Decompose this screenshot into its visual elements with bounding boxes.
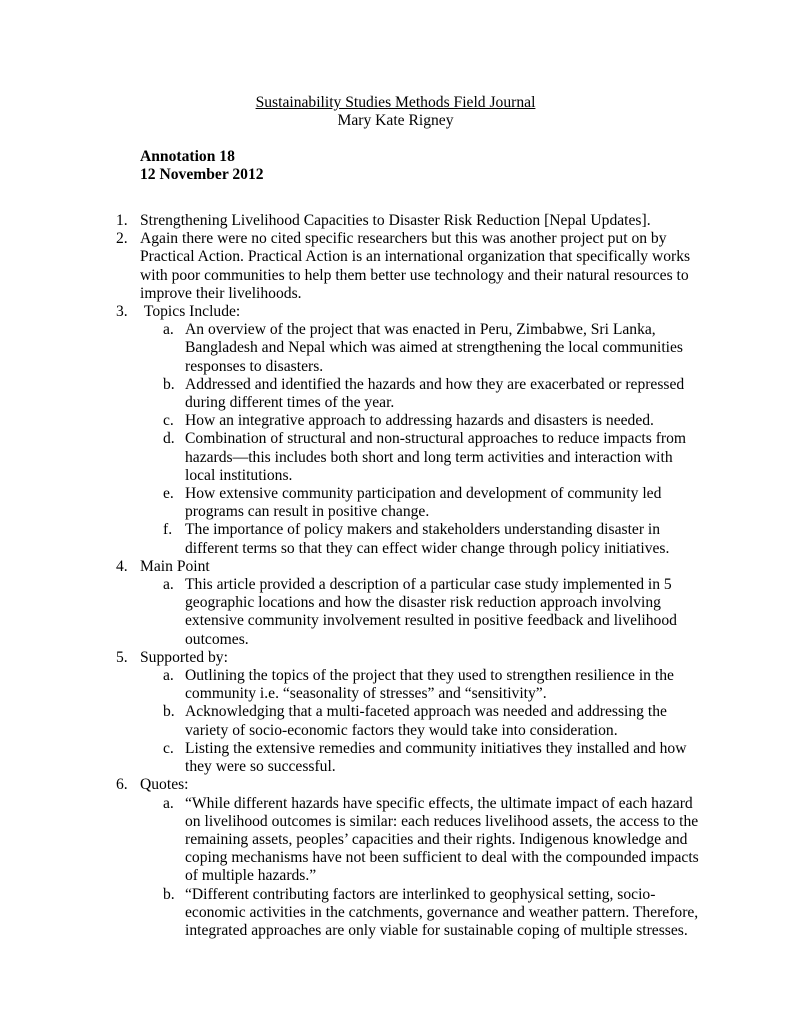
list-item-text: Topics Include: xyxy=(140,303,241,321)
sub-list-item-text: This article provided a description of a particular case study implemented in 5 geographic locations and how the disaster risk reduction approach involving extensive community involvement resulted in positive feedback and livelihood outcomes. xyxy=(185,576,677,648)
sub-list-item-text: Outlining the topics of the project that they used to strengthen resilience in the community i.e. “seasonality of stresses” and “sensitivity”. xyxy=(185,667,674,703)
sub-list-item-text: How extensive community participation and development of community led programs can result in positive change. xyxy=(185,485,662,521)
list-item xyxy=(0,212,700,230)
sub-list-item xyxy=(0,521,700,557)
sub-list-item-text: Acknowledging that a multi-faceted approach was needed and addressing the variety of socio-economic factors they would take into consideration. xyxy=(185,703,667,739)
annotation-label: Annotation 18 xyxy=(140,148,235,165)
sub-list-item-text: “While different hazards have specific effects, the ultimate impact of each hazard on livelihood outcomes is similar: each reduces livelihood assets, the access to the remaining assets, peoples’ capacities and their rights. Indigenous knowledge and coping mechanisms have not been sufficient to deal with the compounded impacts of multiple hazards.” xyxy=(185,794,699,885)
list-item xyxy=(0,558,700,576)
sub-list-item xyxy=(0,576,700,649)
sub-list-item-text: Combination of structural and non-structural approaches to reduce impacts from hazards—this includes both short and long term activities and interaction with local institutions. xyxy=(185,430,687,484)
list-item xyxy=(0,230,700,303)
sub-list-item-letter: a. xyxy=(163,321,174,339)
list-item-text: Again there were no cited specific researchers but this was another project put on by Practical Action. Practical Action is an international organization that specifically works with poor communities to help them better use technology and their natural resources to improve their livelihoods. xyxy=(140,230,694,302)
list-item xyxy=(0,776,700,794)
sub-list-item-letter: d. xyxy=(163,430,175,448)
sub-list-item xyxy=(0,412,700,430)
list-item xyxy=(0,303,700,321)
sub-list-item-letter: b. xyxy=(163,703,175,721)
document-title: Sustainability Studies Methods Field Journal xyxy=(255,94,536,111)
list-item xyxy=(0,649,700,667)
list-item-number: 2. xyxy=(116,230,128,248)
sub-list-item-text: Addressed and identified the hazards and how they are exacerbated or repressed during different times of the year. xyxy=(185,375,685,412)
sub-list-item-letter: a. xyxy=(163,667,174,685)
sub-list-item-text: How an integrative approach to addressing hazards and disasters is needed. xyxy=(185,412,654,430)
sub-list-item-letter: a. xyxy=(163,794,174,812)
sub-list-item-letter: b. xyxy=(163,885,175,903)
sub-list-item xyxy=(0,703,700,739)
sub-list-item-letter: c. xyxy=(163,739,174,757)
sub-list-item xyxy=(0,376,700,412)
numbered-list xyxy=(0,212,791,940)
sub-list-item xyxy=(0,430,700,485)
sub-list-item-letter: a. xyxy=(163,576,174,594)
list-item-text: Quotes: xyxy=(140,776,189,794)
list-item-text: Strengthening Livelihood Capacities to Disaster Risk Reduction [Nepal Updates]. xyxy=(140,212,651,229)
list-item-number: 4. xyxy=(116,557,128,575)
list-item-number: 6. xyxy=(116,776,128,794)
sub-list-item xyxy=(0,321,700,376)
sub-list-item xyxy=(0,795,700,886)
sub-list-item-letter: c. xyxy=(163,412,174,430)
sub-list-item xyxy=(0,740,700,776)
sub-list-item-text: “Different contributing factors are interlinked to geophysical setting, socio-economic activities in the catchments, governance and weather pattern. Therefore, integrated approaches are only viable for sustainable coping of multiple stresses. xyxy=(185,885,699,939)
sub-list-item xyxy=(0,667,700,703)
list-item-number: 3. xyxy=(116,303,128,321)
sub-list-item-letter: e. xyxy=(163,485,174,503)
sub-list-item-text: An overview of the project that was enacted in Peru, Zimbabwe, Sri Lanka, Bangladesh and Nepal which was aimed at strengthening the local communities responses to disasters. xyxy=(185,321,683,375)
annotation-date: 12 November 2012 xyxy=(140,166,264,184)
document-header xyxy=(0,94,791,130)
sub-list-item-letter: b. xyxy=(163,375,175,393)
annotation-heading xyxy=(140,148,264,184)
sub-list-item xyxy=(0,886,700,941)
list-item-text: Supported by: xyxy=(140,648,228,666)
list-item-text: Main Point xyxy=(140,557,210,575)
sub-list-item-text: The importance of policy makers and stakeholders understanding disaster in different terms so that they can effect wider change through policy initiatives. xyxy=(185,521,670,557)
sub-list-item xyxy=(0,485,700,521)
sub-list-item-letter: f. xyxy=(163,521,173,539)
author-name: Mary Kate Rigney xyxy=(337,112,454,130)
sub-list-item-text: Listing the extensive remedies and community initiatives they installed and how they were so successful. xyxy=(185,739,687,776)
list-item-number: 5. xyxy=(116,648,128,666)
list-item-number: 1. xyxy=(116,212,128,229)
